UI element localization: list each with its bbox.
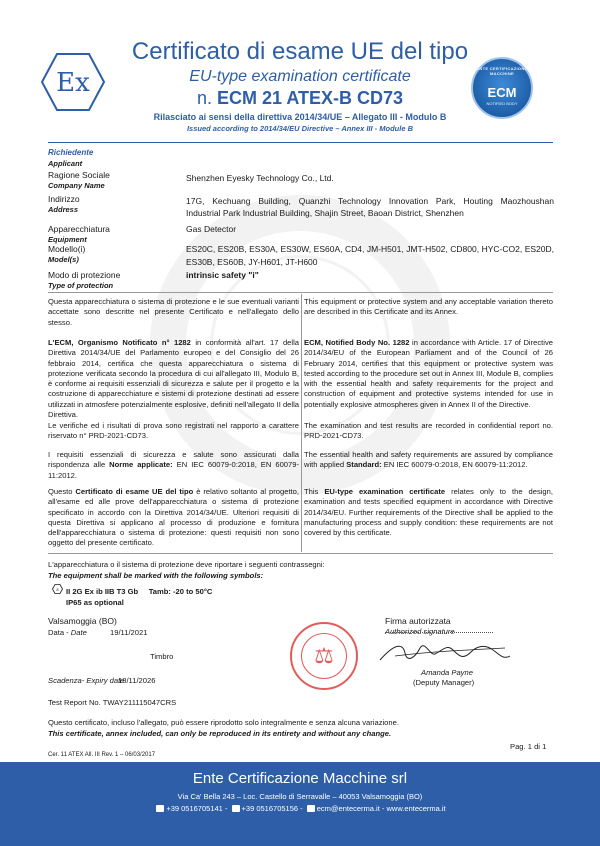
company-label: Ragione Sociale: [48, 170, 110, 180]
footer-separator: -: [224, 804, 228, 813]
marking-intro-en: The equipment shall be marked with the following symbols:: [48, 571, 264, 580]
certificate-number: [0, 88, 600, 109]
model-line-2: ES30B, ES60B, JY-H601, JT-H600: [186, 257, 318, 267]
footer-separator: -: [300, 804, 303, 813]
para-5-it: Questo Certificato di esame UE del tipo è relativo soltanto al progetto, all'esame ed alle prove dell'apparecchiatura o sistema di protezione specificato in accordo con la Direttiva 2014/34/UE. Ulteriori requisiti di questa Direttiva si applicano al processo di produzione e fornitura dell'apparecchiatura o sistema di protezione: questi requisiti non sono oggetto del presente certificato.: [48, 487, 300, 548]
marking-line-2: IP65 as optional: [66, 598, 124, 607]
footer-bar: [0, 762, 600, 846]
issued-english: Issued according to 2014/34/EU Directive – Annex III - Module B: [186, 124, 414, 133]
date-row: Data - Date 19/11/2021: [48, 628, 148, 637]
title-italian: Certificato di esame UE del tipo: [131, 38, 469, 65]
header-rule: [48, 142, 553, 143]
signer-role: (Deputy Manager): [413, 678, 475, 687]
para-2-it: L'ECM, Organismo Notificato n° 1282 in conformità all'art. 17 della Direttiva 2014/34/UE del Parlamento europeo e del Consiglio del 26 febbraio 2014, certifica che questa apparecchiatura o sistema di protezione verificata secondo la procedura di cui all'allegato III, Modulo B, è conforme ai requisiti essenziali di sicurezza e salute per il progetto e la costruzione di apparecchiature e sistemi di protezione destinati ad essere utilizzati in atmosfere potenzialmente esplosive, definiti nell'allegato II della Direttiva.: [48, 338, 299, 420]
para-1-it: Questa apparecchiatura o sistema di protezione e le sue eventuali varianti accettate sono descritte nel presente Certificato e nell'allegato dello stesso.: [48, 297, 299, 327]
issued-italian: Rilasciato ai sensi della direttiva 2014/34/UE – Allegato III - Modulo B: [153, 112, 447, 122]
footer-phone[interactable]: +39 0516705141: [166, 804, 223, 813]
doc-reference: Cer. 11 ATEX All. III Rev. 1 – 06/03/2017: [48, 752, 156, 758]
issue-place: Valsamoggia (BO): [48, 616, 117, 626]
para-3-it: Le verifiche ed i risultati di prova sono registrati nel rapporto a carattere riservato n° PRD-2021-CD73.: [48, 421, 299, 441]
address-label: Indirizzo: [48, 194, 80, 204]
signature-label: Firma autorizzata: [385, 616, 451, 626]
para-3-en: The examination and test results are recorded in confidential report no. PRD-2021-CD73.: [304, 421, 553, 441]
para-2-en: ECM, Notified Body No. 1282 in accordance with Article. 17 of Directive 2014/34/EU of the European Parliament and of the Council of 26 February 2014, certifies that this equipment or protective system was tested according to the procedure set out in Annex III, Module B, complies with the essential health and safety requirements for the project and construction of equipment and protective systems intended for use in potentially explosive atmospheres given in Annex II of the Directive.: [304, 338, 553, 409]
footer-separator: -: [381, 804, 385, 813]
phone-icon: [156, 805, 164, 812]
model-line-1: ES20C, ES20B, ES30A, ES30W, ES60A, CD4, JM-H501, JMT-H502, CD800, HYC-CO2, ES20D,: [186, 244, 554, 254]
marking-intro-it: L'apparecchiatura o il sistema di protezione deve riportare i seguenti contrassegni:: [48, 560, 325, 569]
address-label-en: Address: [48, 205, 79, 214]
ecm-logo-text: ECM: [487, 85, 517, 100]
marking-line-1: II 2G Ex ib IIB T3 Gb Tamb: -20 to 50°C: [66, 587, 213, 596]
equipment-label-en: Equipment: [48, 235, 87, 244]
footer-fax[interactable]: +39 0516705156: [241, 804, 299, 813]
address-line-2: Industrial Park Industrial Building, Shajin Street, Baoan District, Shenzhen: [186, 208, 464, 218]
equipment-label: Apparecchiatura: [48, 224, 110, 234]
reproduction-it: Questo certificato, incluso l'allegato, può essere riprodotto solo integralmente e senza alcuna variazione.: [48, 718, 399, 727]
number-prefix: n.: [196, 88, 212, 108]
expiry-row: Scadenza- Expiry date 18/11/2026: [48, 676, 156, 685]
fax-icon: [232, 805, 240, 812]
address-line-1: 17G, Kechuang Building, Quanzhi Technology Innovation Park, Houting Maozhoushan: [186, 196, 554, 206]
para-5-en: This EU-type examination certificate relates only to the design, examination and tests specified equipment in accordance with Directive 2014/34/EU. Further requirements of the Directive shall be applied to the manufacturing process and supply condition: these requirements are not covered by this certificate.: [304, 487, 553, 538]
stamp-label: Timbro: [150, 652, 174, 661]
handwritten-signature-icon: [375, 638, 515, 668]
section-rule-2: [48, 553, 553, 554]
footer-email[interactable]: ecm@entecerma.it: [316, 804, 380, 813]
company-name: Shenzhen Eyesky Technology Co., Ltd.: [186, 173, 334, 183]
signature-label-en: Authorized signature: [385, 627, 455, 636]
applicant-heading-en: Applicant: [48, 159, 83, 168]
signature-line: [385, 632, 493, 633]
test-report: Test Report No. TWAY211115047CRS: [48, 698, 177, 707]
para-4-it: I requisiti essenziali di sicurezza e salute sono assicurati dalla rispondenza alle Norme applicate: EN IEC 60079-0:2018, EN 60079-11:2012.: [48, 450, 299, 480]
ecm-logo-ring: ENTE CERTIFICAZIONE MACCHINE: [476, 66, 528, 76]
footer-contacts: [0, 804, 600, 813]
section-rule: [48, 292, 553, 293]
email-icon: [307, 805, 315, 812]
protection-value: intrinsic safety "i": [186, 270, 259, 280]
protection-label-en: Type of protection: [48, 281, 114, 290]
footer-company: Ente Certificazione Macchine srl: [192, 770, 408, 787]
signer-name: Amanda Payne: [421, 668, 473, 677]
column-divider: [301, 294, 302, 552]
equipment-value: Gas Detector: [186, 224, 237, 234]
applicant-heading: Richiedente: [48, 148, 94, 157]
para-4-en: The essential health and safety requirements are assured by compliance with applied Standard: EN IEC 60079-0:2018, EN 60079-11:2012.: [304, 450, 553, 470]
title-english: EU-type examination certificate: [189, 68, 411, 85]
number-value: ECM 21 ATEX-B CD73: [216, 88, 404, 108]
footer-web[interactable]: www.entecerma.it: [386, 804, 446, 813]
company-label-en: Company Name: [48, 181, 105, 190]
page-number: Pag. 1 di 1: [510, 742, 547, 751]
protection-label: Modo di protezione: [48, 270, 121, 280]
ex-logo-text: Ex: [56, 68, 90, 98]
ecm-logo-sub: NOTIFIED BODY: [486, 101, 518, 106]
footer-address: Via Ca' Bella 243 – Loc. Castello di Serravalle – 40053 Valsamoggia (BO): [177, 792, 423, 801]
para-1-en: This equipment or protective system and any acceptable variation thereto are described in this Certificate and its Annex.: [304, 297, 553, 317]
ex-hexagon-small-icon: [52, 584, 63, 594]
model-label-en: Model(s): [48, 255, 79, 264]
svg-text:ε: ε: [56, 587, 59, 593]
reproduction-en: This certificate, annex included, can only be reproduced in its entirety and without any change.: [48, 729, 392, 738]
model-label: Modello(i): [48, 244, 86, 254]
official-stamp-icon: ⚖: [290, 622, 358, 690]
